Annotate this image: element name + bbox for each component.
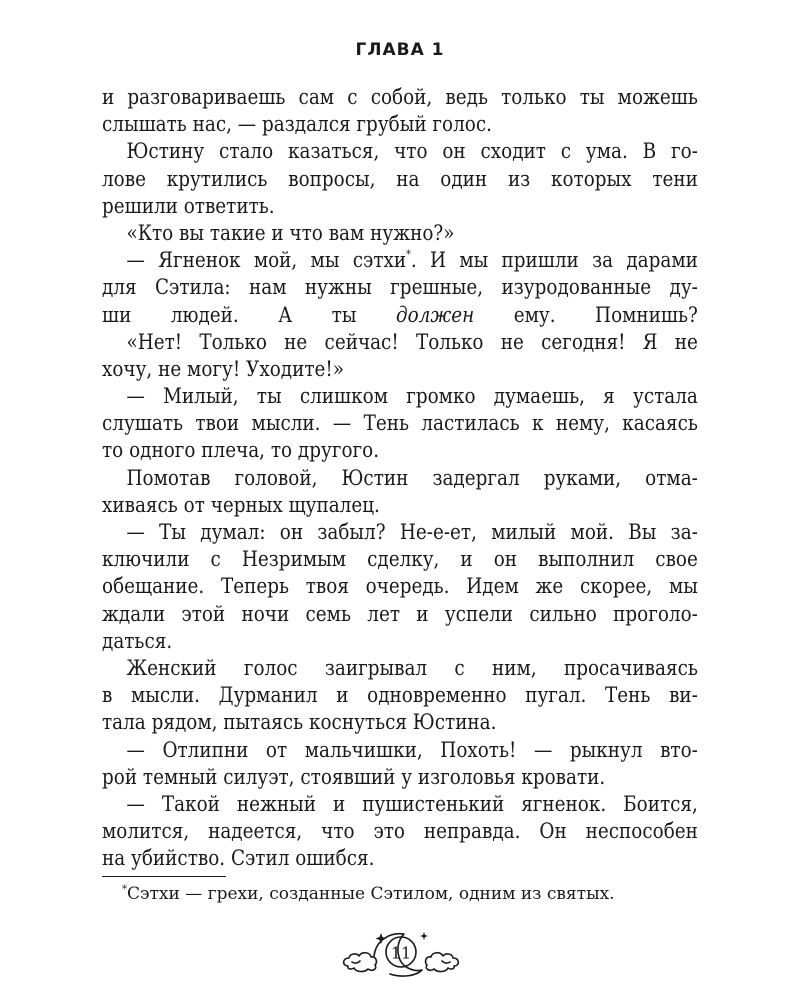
text-line: Женский голос заигрывал с ним, просачиваясь — [126, 655, 698, 680]
footnote-divider — [102, 876, 226, 877]
text-line: — Такой нежный и пушистенький ягненок. Боится, — [126, 791, 698, 816]
text-line: «Нет! Только не сейчас! Только не сегодня! Я не — [126, 329, 698, 354]
footnote-mark: * — [122, 884, 127, 895]
text-line: — Отлипни от мальчишки, Похоть! — рыкнул вто- — [126, 737, 698, 762]
text-fragment: ему. Помнишь? — [513, 302, 698, 327]
text-line: — Милый, ты слишком громко думаешь, я устала — [126, 384, 698, 409]
footnote — [122, 884, 615, 904]
text-line: рой темный силуэт, стоявший у изголовья кровати. — [102, 764, 606, 789]
text-line: и разговариваешь сам с собой, ведь только ты можешь — [102, 85, 698, 109]
text-line: тала рядом, пытаясь коснуться Юстина. — [102, 710, 497, 735]
text-line: «Кто вы такие и что вам нужно?» — [126, 220, 455, 245]
text-line: для Сэтила: нам нужны грешные, изуродованные ду- — [102, 275, 698, 300]
text-line: — Ты думал: он забыл? Не-е-ет, милый мой. Вы за- — [126, 520, 698, 544]
page-number-ornament — [340, 920, 462, 980]
page-body — [102, 84, 698, 872]
text-line: на убийство. Сэтил ошибся. — [102, 846, 375, 871]
cloud-moon-icon — [340, 920, 462, 980]
page-number: 11 — [390, 943, 412, 963]
chapter-header: ГЛАВА 1 — [355, 40, 445, 60]
footnote-marker: * — [406, 248, 411, 262]
text-fragment: . И мы пришли за дарами — [410, 248, 698, 273]
text-line: даться. — [102, 628, 173, 653]
text-line: Юстину стало казаться, что он сходит с ума. В го- — [126, 139, 698, 164]
footnote-text: Сэтхи — грехи, созданные Сэтилом, одним из святых. — [127, 884, 615, 904]
italic-word: должен — [395, 302, 475, 327]
text-line — [102, 302, 698, 329]
text-line: обещание. Теперь твоя очередь. Идем же скорее, мы — [102, 574, 698, 599]
text-line: то одного плеча, то другого. — [102, 438, 380, 463]
text-fragment: ши людей. А ты — [102, 302, 357, 327]
text-line: слушать твои мысли. — Тень ластилась к нему, касаясь — [102, 411, 698, 436]
text-line: решили ответить. — [102, 193, 275, 218]
text-line: молится, надеется, что это неправда. Он неспособен — [102, 819, 698, 844]
text-line: хочу, не могу! Уходите!» — [102, 356, 344, 381]
text-line: ждали этой ночи семь лет и успели сильно прогoло- — [102, 601, 698, 626]
text-fragment: — Ягненок мой, мы сэтхи — [126, 248, 407, 273]
text-line: лове крутились вопросы, на один из которых тени — [102, 166, 698, 191]
text-line: ключили с Незримым сделку, и он выполнил свое — [102, 547, 698, 572]
text-line: в мысли. Дурманил и одновременно пугал. Тень ви- — [102, 683, 698, 708]
text-line: Помотав головой, Юстин задергал руками, отма- — [126, 465, 698, 490]
text-line: хиваясь от черных щупалец. — [102, 492, 380, 517]
text-line — [102, 247, 698, 274]
text-line: слышать нас, — раздался грубый голос. — [102, 112, 492, 137]
